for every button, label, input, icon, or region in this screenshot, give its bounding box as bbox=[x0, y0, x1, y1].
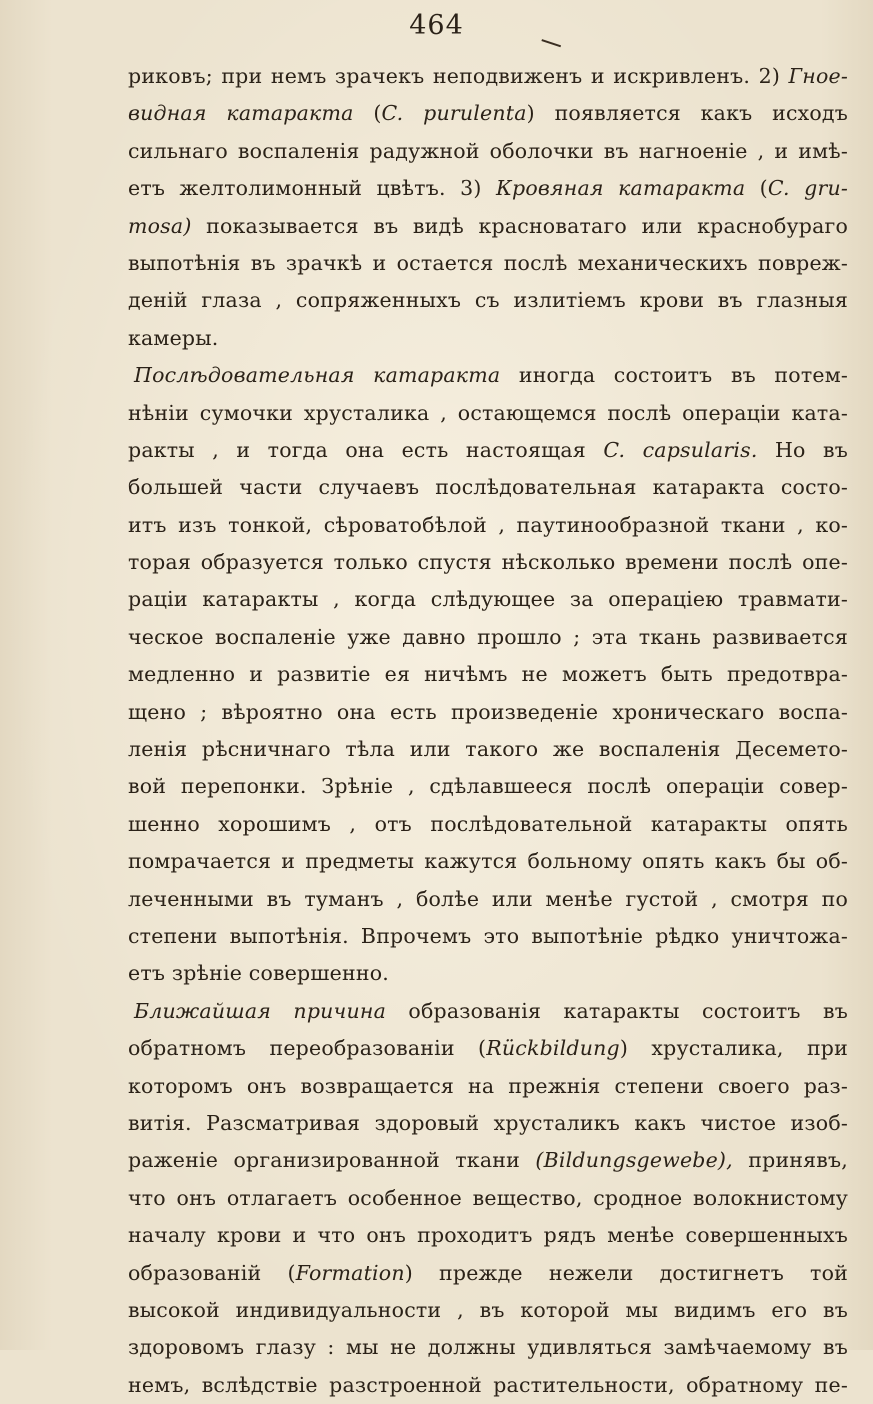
italic-text-run: (Bildungsgewebe), bbox=[535, 1148, 733, 1173]
text-line bbox=[128, 432, 848, 469]
text-run: началу крови и что онъ проходитъ рядъ менѣе совершенныхъ bbox=[128, 1223, 848, 1248]
text-line bbox=[128, 955, 848, 992]
text-run: нѣніи сумочки хрусталика , остающемся послѣ операціи ката- bbox=[128, 400, 848, 425]
text-line bbox=[128, 1105, 848, 1142]
text-run: ) прежде нежели достигнетъ той bbox=[404, 1260, 848, 1285]
text-line bbox=[128, 806, 848, 843]
text-run: выпотѣнія въ зрачкѣ и остается послѣ механическихъ повреж- bbox=[128, 250, 848, 275]
text-line bbox=[128, 1142, 848, 1179]
text-line bbox=[128, 507, 848, 544]
text-line bbox=[128, 357, 848, 394]
text-run: принявъ, bbox=[732, 1148, 848, 1173]
italic-text-run: Ближайшая причина bbox=[134, 998, 387, 1023]
text-run: которомъ онъ возвращается на прежнія степени своего раз- bbox=[128, 1073, 848, 1098]
text-run: ( bbox=[745, 176, 768, 201]
text-run: ) хрусталика, при bbox=[619, 1036, 848, 1061]
text-line bbox=[128, 1217, 848, 1254]
text-run: что онъ отлагаетъ особенное вещество, сродное волокнистому bbox=[128, 1185, 848, 1210]
text-run: етъ желтолимонный цвѣтъ. 3) bbox=[128, 176, 496, 201]
text-run: итъ изъ тонкой, сѣроватобѣлой , паутинообразной ткани , ко- bbox=[128, 512, 848, 537]
text-run: Но въ bbox=[757, 437, 848, 462]
italic-text-run: Гное- bbox=[788, 64, 848, 88]
text-line bbox=[128, 320, 848, 357]
page-number: 464 bbox=[409, 10, 464, 41]
text-run: ) появляется какъ исходъ bbox=[526, 101, 848, 126]
text-run: ленія рѣсничнаго тѣла или такого же воспаленія Десемето- bbox=[128, 737, 848, 762]
text-run: вой перепонки. Зрѣніе , сдѣлавшееся послѣ операціи совер- bbox=[128, 774, 848, 799]
text-line bbox=[128, 245, 848, 282]
text-line bbox=[128, 918, 848, 955]
text-run: сильнаго воспаленія радужной оболочки въ нагноеніе , и имѣ- bbox=[128, 138, 848, 163]
text-run: ( bbox=[353, 101, 382, 126]
text-line bbox=[128, 282, 848, 319]
text-line bbox=[128, 1255, 848, 1292]
text-run: степени выпотѣнія. Впрочемъ это выпотѣніе рѣдко уничтожа- bbox=[128, 923, 848, 948]
text-line bbox=[128, 544, 848, 581]
text-run: деній глаза , сопряженныхъ съ излитіемъ крови въ глазныя bbox=[128, 288, 848, 313]
text-run: показывается въ видѣ красноватаго или краснобураго bbox=[191, 213, 848, 238]
italic-text-run: Formation bbox=[295, 1260, 405, 1285]
italic-text-run: видная катаракта bbox=[128, 101, 354, 126]
text-line bbox=[128, 1367, 848, 1404]
text-line bbox=[128, 170, 848, 207]
text-run: риковъ; при немъ зрачекъ неподвиженъ и искривленъ. 2) bbox=[128, 64, 789, 88]
text-line bbox=[128, 95, 848, 132]
text-line bbox=[128, 1292, 848, 1329]
text-run: образованія катаракты состоитъ въ bbox=[386, 998, 848, 1023]
text-run: торая образуется только спустя нѣсколько времени послѣ опе- bbox=[128, 550, 848, 575]
italic-text-run: C. gru- bbox=[767, 176, 848, 201]
text-line bbox=[128, 581, 848, 618]
text-line bbox=[128, 208, 848, 245]
italic-text-run: C. capsularis. bbox=[603, 437, 758, 462]
text-run: обратномъ перeобразованіи ( bbox=[128, 1036, 487, 1061]
text-line bbox=[128, 1068, 848, 1105]
text-run: камеры. bbox=[128, 325, 219, 350]
italic-text-run: mosa) bbox=[128, 213, 192, 238]
text-run: ракты , и тогда она есть настоящая bbox=[128, 437, 604, 462]
text-line bbox=[128, 1180, 848, 1217]
text-run: здоровомъ глазу : мы не должны удивляться замѣчаемому въ bbox=[128, 1335, 848, 1360]
text-line bbox=[128, 133, 848, 170]
text-run: медленно и развитіе ея ничѣмъ не можетъ быть предотвра- bbox=[128, 662, 848, 687]
text-run: леченными въ туманъ , болѣе или менѣе густой , смотря по bbox=[128, 886, 848, 911]
text-line bbox=[128, 656, 848, 693]
text-run: иногда состоитъ въ потем- bbox=[500, 363, 848, 388]
text-line bbox=[128, 619, 848, 656]
text-line bbox=[128, 1030, 848, 1067]
text-line bbox=[128, 843, 848, 880]
text-run: щено ; вѣроятно она есть произведеніе хроническаго воспа- bbox=[128, 699, 848, 724]
text-line bbox=[128, 993, 848, 1030]
text-run: помрачается и предметы кажутся больному опять какъ бы об- bbox=[128, 849, 848, 874]
text-line bbox=[128, 58, 848, 95]
text-line bbox=[128, 768, 848, 805]
print-mark bbox=[539, 39, 561, 55]
text-run: витія. Разсматривая здоровый хрусталикъ какъ чистое изоб- bbox=[128, 1110, 848, 1135]
text-run: раціи катаракты , когда слѣдующее за операціею травмати- bbox=[128, 587, 848, 612]
text-line bbox=[128, 1329, 848, 1366]
text-run: раженіе организированной ткани bbox=[128, 1148, 536, 1173]
text-line bbox=[128, 881, 848, 918]
text-line bbox=[128, 694, 848, 731]
text-line bbox=[128, 395, 848, 432]
text-run: немъ, вслѣдствіе разстроенной растительности, обратному пе- bbox=[128, 1372, 848, 1397]
text-run: образованій ( bbox=[128, 1260, 296, 1285]
italic-text-run: C. purulenta bbox=[381, 101, 527, 126]
italic-text-run: Послѣдовательная катаракта bbox=[134, 363, 501, 388]
text-line bbox=[128, 731, 848, 768]
text-line bbox=[128, 469, 848, 506]
text-run: высокой индивидуальности , въ которой мы видимъ его въ bbox=[128, 1297, 848, 1322]
text-run: етъ зрѣніе совершенно. bbox=[128, 961, 389, 986]
italic-text-run: Rückbildung bbox=[486, 1036, 620, 1061]
text-run: шенно хорошимъ , отъ послѣдовательной катаракты опять bbox=[128, 811, 848, 836]
text-run: большей части случаевъ послѣдовательная катаракта состо- bbox=[128, 475, 848, 500]
page-text-body bbox=[128, 58, 848, 1404]
italic-text-run: Кровяная катаракта bbox=[495, 176, 746, 201]
text-run: ческое воспаленіе уже давно прошло ; эта ткань развивается bbox=[128, 624, 848, 649]
